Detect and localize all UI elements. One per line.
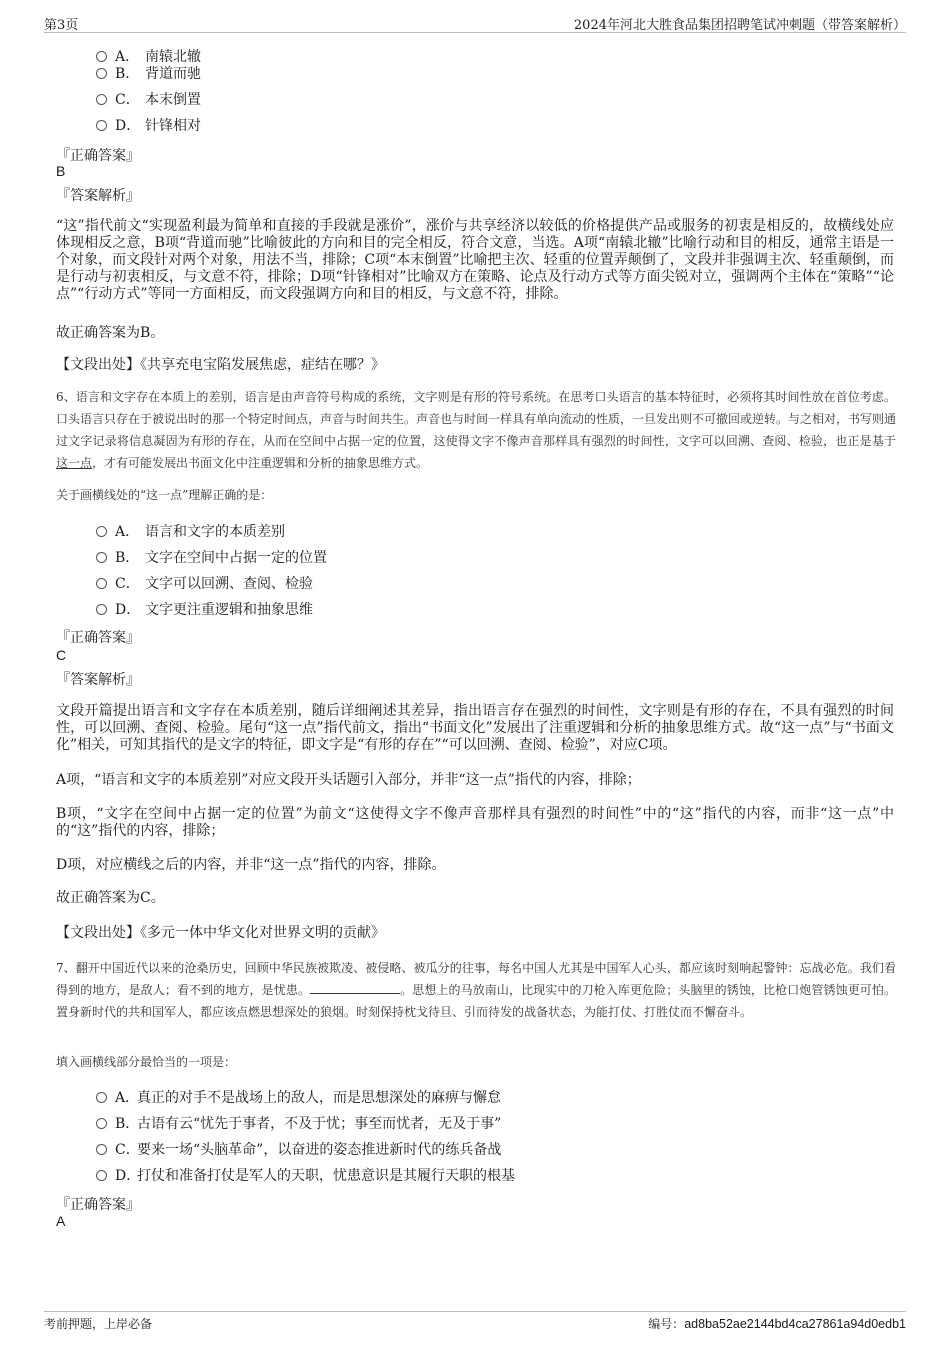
q6-conclusion: 故正确答案为C。	[56, 890, 165, 906]
q6-option-a[interactable]: A． 语言和文字的本质差别	[96, 522, 285, 542]
document-code: 编号：ad8ba52ae2144bd4ca27861a94d0edb1	[648, 1317, 906, 1331]
radio-icon[interactable]	[96, 94, 107, 105]
q6-note-b: B项，“文字在空间中占据一定的位置”为前文“这使得文字不像声音那样具有强烈的时间性”中的“这”指代的内容，而非“这一点”中的“这”指代的内容，排除；	[56, 806, 894, 839]
q7-question: 填入画横线部分最恰当的一项是：	[56, 1055, 237, 1069]
q6-passage: 6、语言和文字存在本质上的差别，语言是由声音符号构成的系统，文字则是有形的符号系统。在思考口头语言的基本特征时，必须将其时间性放在首位考虑。口头语言只存在于被说出时的那一个特定时间点，声音与时间共生。声音也与时间一样具有单向流动的性质，一旦发出则不可撤回或逆转。与之相对，书写则通过文字记录将信息凝固为有形的存在，从而在空间中占据一定的位置，这使得文字不像声音那样具有强烈的时间性，文字可以回溯、查阅、检验，也正是基于这一点，才有可能发展出书面文化中注重逻辑和分析的抽象思维方式。	[56, 390, 897, 470]
q7-answer: A	[56, 1213, 66, 1229]
q6-option-d[interactable]: D． 文字更注重逻辑和抽象思维	[96, 600, 313, 620]
radio-icon[interactable]	[96, 1118, 107, 1129]
q6-analysis: 文段开篇提出语言和文字存在本质差别，随后详细阐述其差异，指出语言存在强烈的时间性，文字则是有形的存在，不具有强烈的时间性，可以回溯、查阅、检验。尾句“这一点”指代前文，指出“书面文化”发展出了注重逻辑和分析的抽象思维方式。故“这一点”与“书面文化”相关，可知其指代的是文字的特征，即文字是“有形的存在”“可以回溯、查阅、检验”，对应C项。	[56, 703, 894, 753]
q5-conclusion: 故正确答案为B。	[56, 325, 165, 341]
q5-analysis: “这”指代前文“实现盈利最为简单和直接的手段就是涨价”，涨价与共享经济以较低的价格提供产品或服务的初衷是相反的，故横线处应体现相反之意，B项“背道而驰”比喻彼此的方向和目的完全相反，符合文意，当选。A项“南辕北辙”比喻行动和目的相反，通常主语是一个对象，而文段针对两个对象，用法不当，排除；C项“本末倒置”比喻把主次、轻重的位置弄颠倒了，文段并非强调主次、轻重颠倒，而是行动与初衷相反，与文意不符，排除；D项“针锋相对”比喻双方在策略、论点及行动方式等方面尖锐对立，强调两个主体在“策略”“论点”“行动方式”等同一方面相反，而文段强调方向和目的相反，与文意不符，排除。	[56, 218, 894, 302]
radio-icon[interactable]	[96, 526, 107, 537]
q6-answer: C	[56, 647, 67, 663]
underlined-phrase: 这一点	[56, 456, 93, 470]
fill-blank	[310, 981, 400, 994]
radio-icon[interactable]	[96, 68, 107, 79]
q5-answer: B	[56, 163, 66, 179]
q7-answer-label: 『正确答案』	[56, 1197, 140, 1213]
q6-option-b[interactable]: B． 文字在空间中占据一定的位置	[96, 548, 327, 568]
q7-option-d[interactable]: D．打仗和准备打仗是军人的天职，忧患意识是其履行天职的根基	[96, 1166, 515, 1186]
q5-answer-label: 『正确答案』	[56, 148, 140, 164]
footer-slogan: 考前押题，上岸必备	[44, 1317, 153, 1331]
q5-option-d[interactable]: D． 针锋相对	[96, 116, 201, 136]
q6-note-a: A项，“语言和文字的本质差别”对应文段开头话题引入部分，并非“这一点”指代的内容，排除；	[56, 772, 641, 788]
q7-option-b[interactable]: B．古语有云“忧先于事者，不及于忧；事至而忧者，无及于事”	[96, 1114, 501, 1134]
document-title: 2024年河北大胜食品集团招聘笔试冲刺题（带答案解析）	[573, 18, 906, 33]
radio-icon[interactable]	[96, 1170, 107, 1181]
q7-option-c[interactable]: C．要来一场“头脑革命”，以奋进的姿态推进新时代的练兵备战	[96, 1140, 501, 1160]
page-number: 第3页	[44, 18, 79, 33]
radio-icon[interactable]	[96, 578, 107, 589]
q5-option-b[interactable]: B． 背道而驰	[96, 64, 201, 84]
q6-source: 【文段出处】《多元一体中华文化对世界文明的贡献》	[56, 925, 385, 941]
radio-icon[interactable]	[96, 552, 107, 563]
q6-answer-label: 『正确答案』	[56, 630, 140, 646]
radio-icon[interactable]	[96, 604, 107, 615]
q6-analysis-label: 『答案解析』	[56, 672, 140, 688]
q7-option-a[interactable]: A．真正的对手不是战场上的敌人，而是思想深处的麻痹与懈怠	[96, 1088, 501, 1108]
radio-icon[interactable]	[96, 1092, 107, 1103]
q6-note-d: D项，对应横线之后的内容，并非“这一点”指代的内容，排除。	[56, 857, 446, 873]
q5-analysis-label: 『答案解析』	[56, 188, 140, 204]
q5-option-c[interactable]: C． 本末倒置	[96, 90, 201, 110]
q6-question: 关于画横线处的“这一点”理解正确的是：	[56, 488, 273, 502]
q7-passage: 7、翻开中国近代以来的沧桑历史，回顾中华民族被欺凌、被侵略、被瓜分的往事，每名中国人尤其是中国军人心头，都应该时刻响起警钟：忘战必危。我们看得到的地方，是敌人；看不到的地方，是忧患。 。思想上的马放南山，比现实中的刀枪入库更危险；头脑里的锈蚀，比枪口炮管锈蚀更可怕。置身新时代的共和国军人，都应该点燃思想深处的狼烟。时刻保持枕戈待旦、引而待发的战备状态，为能打仗、打胜仗而不懈奋斗。	[56, 961, 896, 1019]
q5-option-a[interactable]: A． 南辕北辙	[96, 47, 201, 67]
page-footer	[44, 1311, 906, 1334]
radio-icon[interactable]	[96, 1144, 107, 1155]
page-header	[44, 14, 906, 33]
radio-icon[interactable]	[96, 51, 107, 62]
q5-source: 【文段出处】《共享充电宝陷发展焦虑，症结在哪？》	[56, 357, 385, 373]
radio-icon[interactable]	[96, 120, 107, 131]
q6-option-c[interactable]: C． 文字可以回溯、查阅、检验	[96, 574, 313, 594]
